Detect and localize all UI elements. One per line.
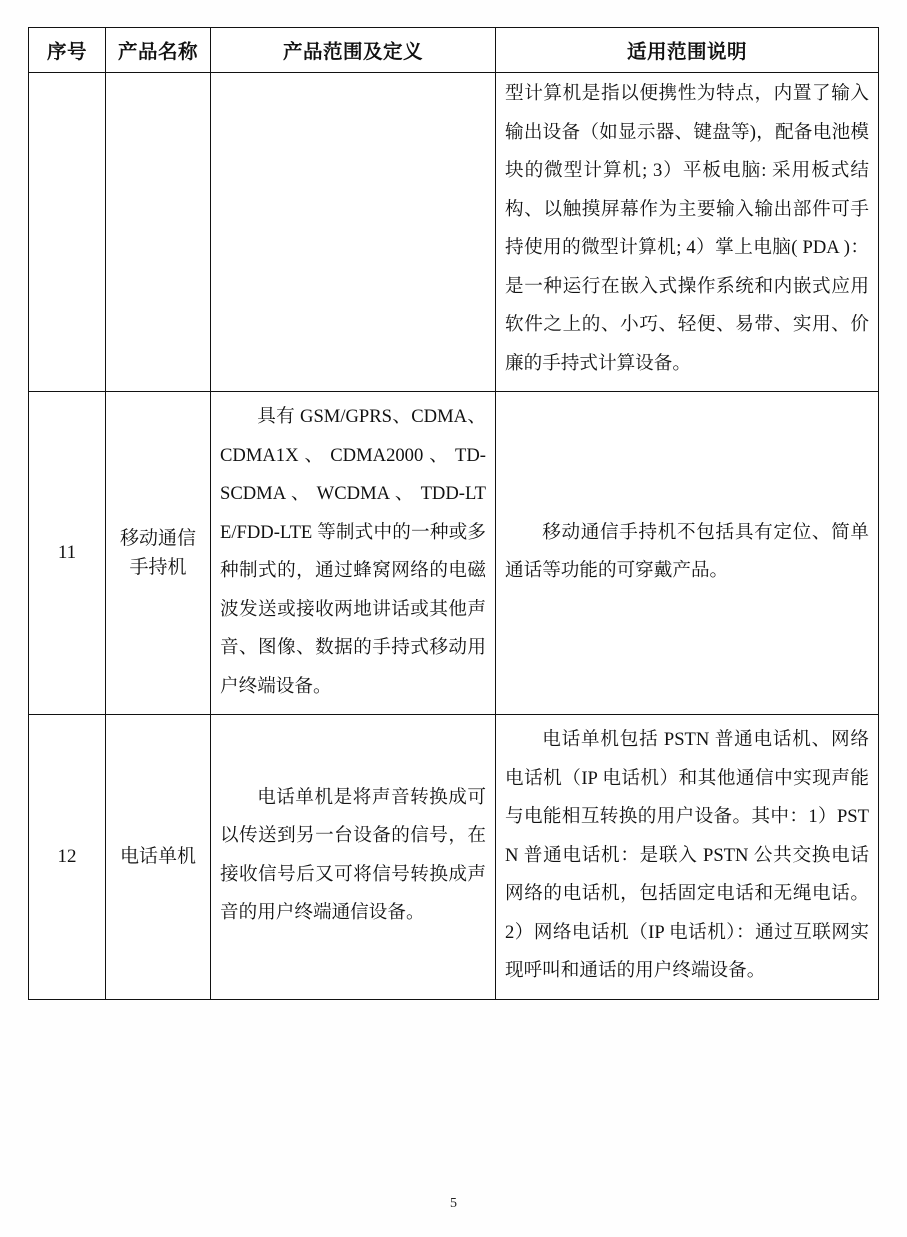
row-product-name-cell bbox=[106, 73, 211, 392]
applicable-scope-text: 型计算机是指以便携性为特点，内置了输入输出设备（如显示器、键盘等)，配备电池模块的微型计算机; 3）平板电脑: 采用板式结构、以触摸屏幕作为主要输入输出部件可手持使用的微型计算机; 4）掌上电脑( PDA )：是一种运行在嵌入式操作系统和内嵌式应用软件之上的、小巧、轻便、易带、实用、价廉的手持式计算设备。 bbox=[505, 83, 869, 374]
product-name-line: 手持机 bbox=[129, 557, 187, 578]
product-name-line: 移动通信 bbox=[119, 527, 196, 549]
row-index-cell bbox=[29, 73, 106, 392]
row-product-scope-cell bbox=[211, 715, 496, 1000]
column-header-index: 序号 bbox=[29, 28, 106, 73]
table-row bbox=[29, 73, 879, 392]
column-header-applicable-scope: 适用范围说明 bbox=[496, 28, 879, 73]
row-index-cell: 12 bbox=[29, 715, 106, 1000]
table-row bbox=[29, 715, 879, 1000]
table-header-row bbox=[29, 28, 879, 73]
product-scope-text bbox=[211, 225, 495, 239]
row-product-name-cell bbox=[106, 715, 211, 1000]
page-number: 5 bbox=[450, 1196, 457, 1211]
column-header-product-name: 产品名称 bbox=[106, 28, 211, 73]
product-scope-text: 电话单机是将声音转换成可以传送到另一台设备的信号，在接收信号后又可将信号转换成声音的用户终端通信设备。 bbox=[220, 786, 486, 924]
applicable-scope-text: 移动通信手持机不包括具有定位、简单通话等功能的可穿戴产品。 bbox=[505, 521, 869, 581]
product-catalog-table bbox=[28, 27, 879, 1000]
row-index-cell: 11 bbox=[29, 392, 106, 715]
table-row bbox=[29, 392, 879, 715]
row-applicable-scope-cell bbox=[496, 392, 879, 715]
product-scope-text: 具有 GSM/GPRS、CDMA、CDMA1X 、 CDMA2000 、 TD-SCDMA 、 WCDMA 、 TDD-LTE/FDD-LTE 等制式中的一种或多种制式的，通过蜂窝网络的电磁波发送或接收两地讲话或其他声音、图像、数据的手持式移动用户终端设备。 bbox=[220, 406, 486, 697]
applicable-scope-text: 电话单机包括 PSTN 普通电话机、网络电话机（IP 电话机）和其他通信中实现声能与电能相互转换的用户设备。其中：1）PSTN 普通电话机：是联入 PSTN 公共交换电话网络的电话机，包括固定电话和无绳电话。2）网络电话机（IP 电话机）：通过互联网实现呼叫和通话的用户终端设备。 bbox=[505, 729, 869, 981]
row-applicable-scope-cell bbox=[496, 73, 879, 392]
row-applicable-scope-cell bbox=[496, 715, 879, 1000]
row-product-name-cell bbox=[106, 392, 211, 715]
column-header-product-scope: 产品范围及定义 bbox=[211, 28, 496, 73]
row-product-scope-cell bbox=[211, 73, 496, 392]
row-product-scope-cell bbox=[211, 392, 496, 715]
product-name-line: 电话单机 bbox=[119, 846, 196, 868]
